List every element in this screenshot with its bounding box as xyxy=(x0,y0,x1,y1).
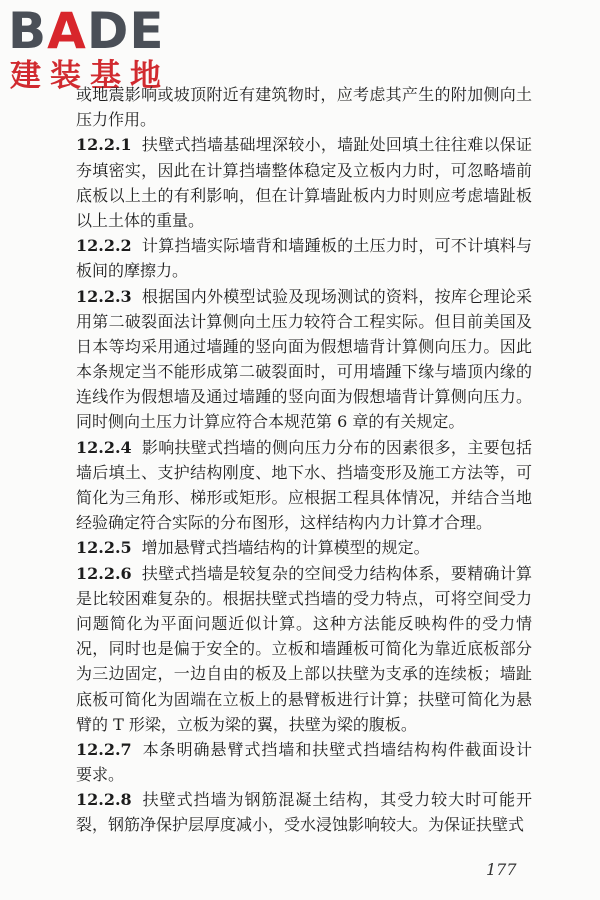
clause-number: 12.2.2 xyxy=(76,236,132,256)
text-line xyxy=(76,535,532,560)
line-text: 计算挡墙实际墙背和墙踵板的土压力时，可不计填料与 xyxy=(141,236,532,256)
line-text: 以上土体的重量。 xyxy=(76,210,205,230)
text-line xyxy=(76,687,532,712)
line-text: 用第二破裂面法计算侧向土压力较符合工程实际。但目前美国及 xyxy=(76,311,532,331)
clause-number: 12.2.5 xyxy=(76,538,132,558)
clause-12-2-4 xyxy=(76,435,532,536)
text-line xyxy=(76,309,532,334)
text-line xyxy=(76,82,532,107)
clause-12-2-6 xyxy=(76,561,532,737)
line-text: 日本等均采用通过墙踵的竖向面为假想墙背计算侧向压力。因此 xyxy=(76,336,532,356)
clause-12-2-5 xyxy=(76,535,532,560)
clause-12-2-8 xyxy=(76,787,532,837)
line-text: 增加悬臂式挡墙结构的计算模型的规定。 xyxy=(141,538,430,558)
text-line xyxy=(76,485,532,510)
line-text: 压力作用。 xyxy=(76,110,157,130)
line-text: 本条明确悬臂式挡墙和扶壁式挡墙结构构件截面设计 xyxy=(141,739,532,759)
clause-number: 12.2.3 xyxy=(76,286,132,306)
line-text: 是比较困难复杂的。根据扶壁式挡墙的受力特点，可将空间受力 xyxy=(76,588,532,608)
clause-number: 12.2.8 xyxy=(76,790,132,810)
text-line xyxy=(76,636,532,661)
line-text: 裂，钢筋净保护层厚度减小，受水浸蚀影响较大。为保证扶壁式 xyxy=(76,815,525,835)
text-line xyxy=(76,359,532,384)
text-line xyxy=(76,510,532,535)
paragraph-continuation xyxy=(76,82,532,132)
line-text: 根据国内外模型试验及现场测试的资料，按库仑理论采 xyxy=(141,286,532,306)
line-text: 扶壁式挡墙为钢筋混凝土结构，其受力较大时可能开 xyxy=(141,790,532,810)
line-text: 扶壁式挡墙基础埋深较小，墙趾处回填土往往难以保证 xyxy=(141,135,532,155)
line-text: 为三边固定，一边自由的板及上部以扶壁为支承的连续板；墙趾 xyxy=(76,664,532,684)
text-line xyxy=(76,284,532,309)
text-line xyxy=(76,812,532,837)
text-line xyxy=(76,611,532,636)
line-text: 墙后填土、支护结构刚度、地下水、挡墙变形及施工方法等，可 xyxy=(76,462,532,482)
text-line xyxy=(76,183,532,208)
line-text: 简化为三角形、梯形或矩形。应根据工程具体情况，并结合当地 xyxy=(76,488,532,507)
clause-12-2-1 xyxy=(76,132,532,233)
text-line xyxy=(76,258,532,283)
line-text: 或地震影响或坡顶附近有建筑物时，应考虑其产生的附加侧向土 xyxy=(76,85,532,104)
text-line xyxy=(76,712,532,737)
line-text: 本条规定当不能形成第二破裂面时，可用墙踵下缘与墙顶内缘的 xyxy=(76,362,532,382)
line-text: 况，同时也是偏于安全的。立板和墙踵板可简化为靠近底板部分 xyxy=(76,639,532,659)
clause-number: 12.2.1 xyxy=(76,135,132,155)
text-line xyxy=(76,132,532,157)
document-body xyxy=(76,82,532,838)
line-text: 底板以上土的有利影响，但在计算墙趾板内力时则应考虑墙趾板 xyxy=(76,185,532,205)
clause-number: 12.2.7 xyxy=(76,739,132,759)
clause-12-2-7 xyxy=(76,737,532,787)
clause-12-2-3 xyxy=(76,284,532,435)
line-text: 问题简化为平面问题近似计算。这种方法能反映构件的受力情 xyxy=(76,613,532,633)
text-line xyxy=(76,409,532,434)
text-line xyxy=(76,208,532,233)
text-line xyxy=(76,586,532,611)
line-text: 底板可简化为固端在立板上的悬臂板进行计算；扶壁可简化为悬 xyxy=(76,689,532,709)
logo-subtitle: 建装基地 xyxy=(10,58,170,94)
text-line xyxy=(76,762,532,787)
text-line xyxy=(76,233,532,258)
text-line xyxy=(76,107,532,132)
text-line xyxy=(76,661,532,686)
line-text: 扶壁式挡墙是较复杂的空间受力结构体系，要精确计算 xyxy=(141,563,532,583)
clause-number: 12.2.4 xyxy=(76,437,132,457)
text-line xyxy=(76,460,532,485)
line-text: 臂的 T 形梁，立板为梁的翼，扶壁为梁的腹板。 xyxy=(76,714,417,734)
text-line xyxy=(76,787,532,812)
text-line xyxy=(76,737,532,762)
logo-wordmark: BADE xyxy=(8,2,165,60)
line-text: 影响扶壁式挡墙的侧向压力分布的因素很多，主要包括 xyxy=(141,437,532,457)
text-line xyxy=(76,561,532,586)
text-line xyxy=(76,384,532,409)
line-text: 要求。 xyxy=(76,765,125,785)
line-text: 夯填密实，因此在计算挡墙整体稳定及立板内力时，可忽略墙前 xyxy=(76,160,532,180)
line-text: 同时侧向土压力计算应符合本规范第 6 章的有关规定。 xyxy=(76,412,465,432)
clause-number: 12.2.6 xyxy=(76,563,132,583)
clause-12-2-2 xyxy=(76,233,532,283)
line-text: 经验确定符合实际的分布图形，这样结构内力计算才合理。 xyxy=(76,513,493,533)
text-line xyxy=(76,158,532,183)
line-text: 连线作为假想墙及通过墙踵的竖向面为假想墙背计算侧向压力。 xyxy=(76,387,532,407)
text-line xyxy=(76,334,532,359)
page-number: 177 xyxy=(486,860,517,879)
line-text: 板间的摩擦力。 xyxy=(76,261,189,281)
text-line xyxy=(76,435,532,460)
